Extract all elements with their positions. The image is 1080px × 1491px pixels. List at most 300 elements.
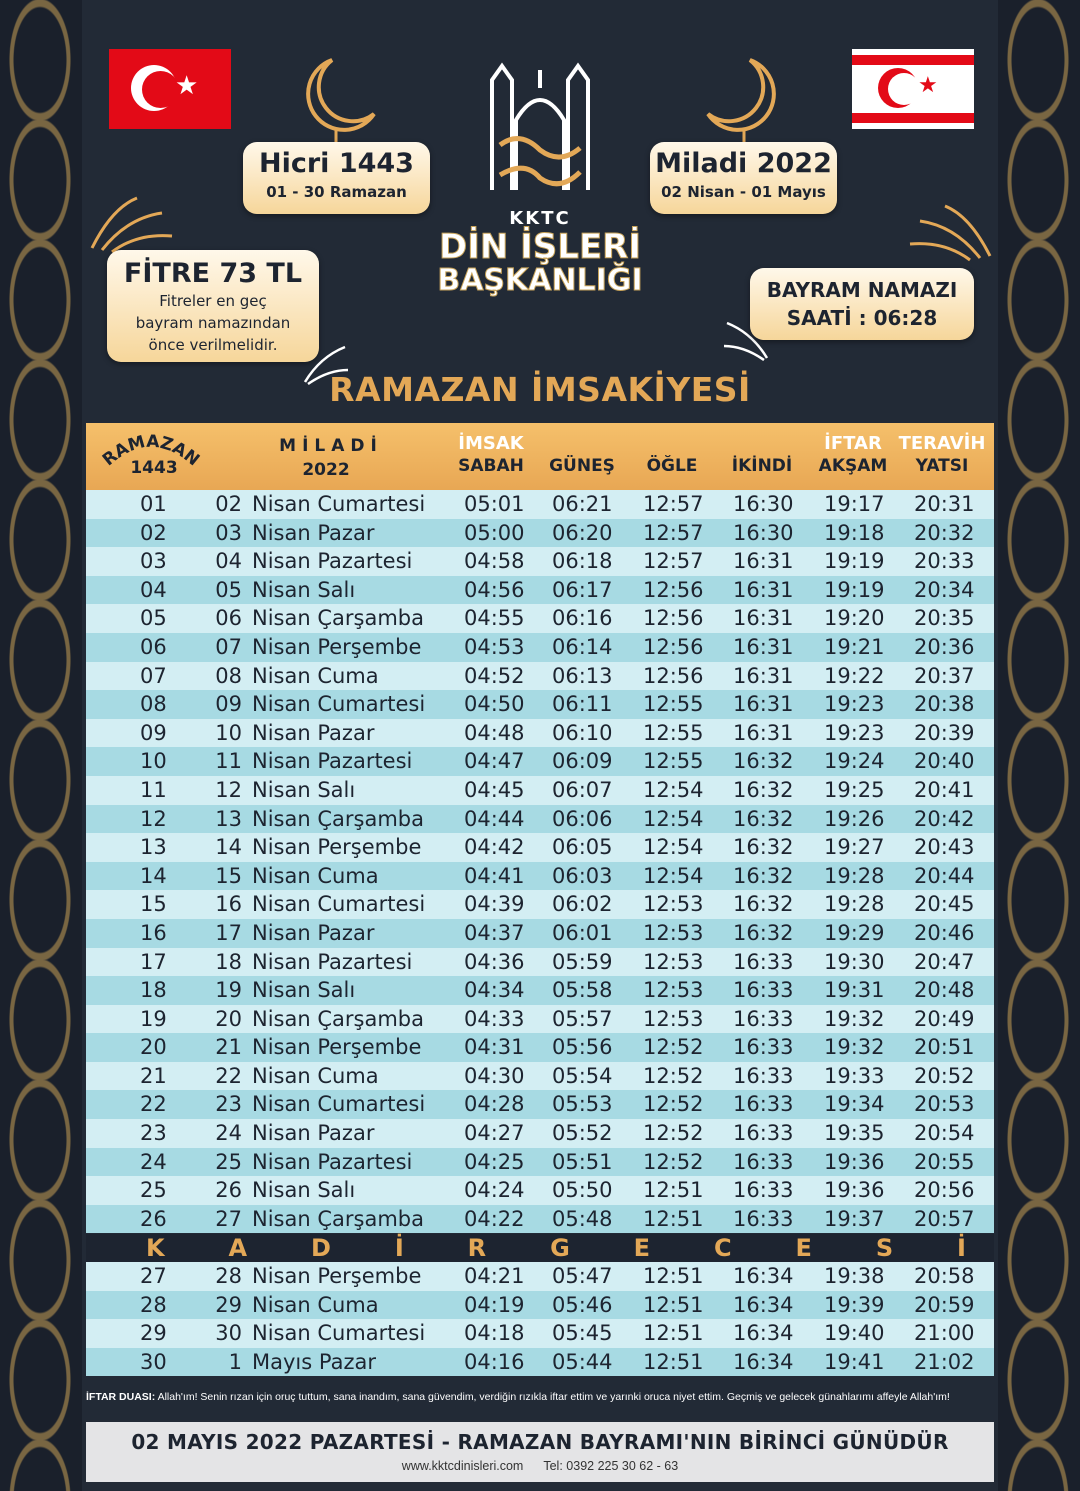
table-row xyxy=(86,1005,994,1034)
ogle-header: ÖĞLE xyxy=(646,456,698,476)
table-row xyxy=(86,919,994,948)
ikindi-time: 16:32 xyxy=(733,892,794,917)
iftar-time: 19:40 xyxy=(824,1321,885,1346)
yatsi-time: 20:59 xyxy=(914,1292,975,1317)
gregorian-month-weekday: Nisan Cuma xyxy=(252,663,379,688)
gregorian-day: 03 xyxy=(215,520,242,545)
yatsi-time: 20:48 xyxy=(914,978,975,1003)
imsak-time: 04:56 xyxy=(464,577,525,602)
gregorian-day: 05 xyxy=(215,577,242,602)
gregorian-month-weekday: Nisan Pazartesi xyxy=(252,549,413,574)
table-row xyxy=(86,719,994,748)
iftar-time: 19:26 xyxy=(824,806,885,831)
ramazan-day: 26 xyxy=(140,1206,167,1231)
gregorian-day: 18 xyxy=(215,949,242,974)
gregorian-month-weekday: Nisan Salı xyxy=(252,577,356,602)
gregorian-day: 02 xyxy=(215,492,242,516)
gunes-time: 06:16 xyxy=(552,606,613,631)
table-row xyxy=(86,890,994,919)
right-ornament-border xyxy=(998,0,1080,1491)
teravih-header-top: TERAVİH xyxy=(898,433,986,454)
gunes-time: 06:06 xyxy=(552,806,613,831)
ikindi-time: 16:32 xyxy=(733,749,794,774)
table-row xyxy=(86,1148,994,1177)
iftar-time: 19:41 xyxy=(824,1349,885,1374)
prayer-times-table-part2 xyxy=(86,1262,994,1376)
ikindi-time: 16:31 xyxy=(733,549,794,574)
gunes-time: 06:21 xyxy=(552,492,613,516)
imsak-time: 05:01 xyxy=(464,492,525,516)
iftar-time: 19:18 xyxy=(824,520,885,545)
gunes-header: GÜNEŞ xyxy=(549,456,615,476)
imsak-time: 04:52 xyxy=(464,663,525,688)
gregorian-month-weekday: Nisan Cumartesi xyxy=(252,692,426,717)
iftar-time: 19:28 xyxy=(824,892,885,917)
table-row xyxy=(86,948,994,977)
ogle-time: 12:52 xyxy=(643,1092,704,1117)
gregorian-month-weekday: Nisan Çarşamba xyxy=(252,1206,424,1231)
imsak-time: 04:34 xyxy=(464,978,525,1003)
ramazan-day: 21 xyxy=(140,1063,167,1088)
iftar-prayer-text xyxy=(86,1387,994,1407)
gregorian-day: 10 xyxy=(215,720,242,745)
gregorian-day: 07 xyxy=(215,634,242,659)
logo-line2: BAŞKANLIĞI xyxy=(437,263,643,298)
ikindi-time: 16:33 xyxy=(733,1206,794,1231)
iftar-time: 19:36 xyxy=(824,1178,885,1203)
fitre-note-line: Fitreler en geç xyxy=(159,292,267,310)
din-isleri-logo xyxy=(430,60,650,310)
gregorian-month-weekday: Nisan Cuma xyxy=(252,1063,379,1088)
yatsi-time: 20:34 xyxy=(914,577,975,602)
ramazan-day: 04 xyxy=(140,577,167,602)
gregorian-month-weekday: Nisan Cumartesi xyxy=(252,1092,426,1117)
gunes-time: 06:13 xyxy=(552,663,613,688)
ogle-time: 12:52 xyxy=(643,1035,704,1060)
imsak-time: 04:19 xyxy=(464,1292,525,1317)
left-ornament-border xyxy=(0,0,82,1491)
imsak-time: 04:24 xyxy=(464,1178,525,1203)
iftar-time: 19:33 xyxy=(824,1063,885,1088)
yatsi-time: 20:36 xyxy=(914,634,975,659)
imsak-time: 04:42 xyxy=(464,835,525,860)
gregorian-month-weekday: Nisan Salı xyxy=(252,1178,356,1203)
ogle-time: 12:54 xyxy=(643,863,704,888)
kadir-letter: G xyxy=(550,1234,570,1262)
gunes-time: 06:18 xyxy=(552,549,613,574)
ogle-time: 12:51 xyxy=(643,1264,704,1288)
ramazan-day: 16 xyxy=(140,920,167,945)
ramazan-day: 06 xyxy=(140,634,167,659)
iftar-time: 19:19 xyxy=(824,577,885,602)
gregorian-day: 09 xyxy=(215,692,242,717)
gunes-time: 06:03 xyxy=(552,863,613,888)
crescent-moon-icon xyxy=(700,52,790,147)
ramazan-day: 30 xyxy=(140,1349,167,1374)
imsak-time: 04:44 xyxy=(464,806,525,831)
gunes-time: 05:54 xyxy=(552,1063,613,1088)
gunes-time: 06:07 xyxy=(552,777,613,802)
gregorian-year-card xyxy=(650,142,837,214)
table-row xyxy=(86,1262,994,1291)
table-row xyxy=(86,633,994,662)
table-row xyxy=(86,1291,994,1320)
gregorian-month-weekday: Nisan Çarşamba xyxy=(252,606,424,631)
gregorian-day: 11 xyxy=(215,749,242,774)
ikindi-time: 16:31 xyxy=(733,634,794,659)
yatsi-time: 20:49 xyxy=(914,1006,975,1031)
ramazan-day: 28 xyxy=(140,1292,167,1317)
imsak-time: 04:28 xyxy=(464,1092,525,1117)
iftar-time: 19:19 xyxy=(824,549,885,574)
iftar-time: 19:38 xyxy=(824,1264,885,1288)
gregorian-month-weekday: Mayıs Pazar xyxy=(252,1349,376,1374)
ikindi-time: 16:33 xyxy=(733,1092,794,1117)
ikindi-time: 16:31 xyxy=(733,692,794,717)
ramazan-day: 18 xyxy=(140,978,167,1003)
iftar-time: 19:23 xyxy=(824,692,885,717)
phone-number: Tel: 0392 225 30 62 - 63 xyxy=(543,1459,679,1473)
gregorian-month-weekday: Nisan Perşembe xyxy=(252,835,422,860)
gunes-time: 05:53 xyxy=(552,1092,613,1117)
gregorian-year: Miladi 2022 xyxy=(655,148,832,179)
mosque-logo-icon xyxy=(430,60,650,208)
gregorian-month-weekday: Nisan Perşembe xyxy=(252,634,422,659)
gunes-time: 06:17 xyxy=(552,577,613,602)
ikindi-time: 16:34 xyxy=(733,1264,794,1288)
gunes-time: 05:51 xyxy=(552,1149,613,1174)
trnc-flag-icon: ★ xyxy=(852,49,974,129)
ikindi-time: 16:34 xyxy=(733,1321,794,1346)
gregorian-month-weekday: Nisan Pazar xyxy=(252,920,375,945)
table-row xyxy=(86,833,994,862)
ramazan-day: 11 xyxy=(140,777,167,802)
ogle-time: 12:54 xyxy=(643,806,704,831)
gregorian-day: 29 xyxy=(215,1292,242,1317)
hijri-range: 01 - 30 Ramazan xyxy=(266,183,407,201)
imsak-time: 04:18 xyxy=(464,1321,525,1346)
table-row xyxy=(86,1062,994,1091)
ogle-time: 12:51 xyxy=(643,1321,704,1346)
imsak-header-top: İMSAK xyxy=(458,433,524,454)
yatsi-time: 20:41 xyxy=(914,777,975,802)
table-row xyxy=(86,1033,994,1062)
gregorian-day: 16 xyxy=(215,892,242,917)
ramazan-day: 05 xyxy=(140,606,167,631)
yatsi-time: 20:33 xyxy=(914,549,975,574)
footer-contact xyxy=(86,1459,994,1473)
iftar-time: 19:39 xyxy=(824,1292,885,1317)
iftar-time: 19:23 xyxy=(824,720,885,745)
ramazan-day: 20 xyxy=(140,1035,167,1060)
feather-ornament-icon xyxy=(82,188,177,258)
gunes-time: 06:14 xyxy=(552,634,613,659)
table-row xyxy=(86,862,994,891)
hijri-year-card xyxy=(243,142,430,214)
ogle-time: 12:51 xyxy=(643,1292,704,1317)
table-header xyxy=(86,423,994,490)
imsak-time: 04:31 xyxy=(464,1035,525,1060)
iftar-time: 19:20 xyxy=(824,606,885,631)
gregorian-day: 28 xyxy=(215,1264,242,1288)
ramazan-day: 07 xyxy=(140,663,167,688)
gunes-time: 06:01 xyxy=(552,920,613,945)
ogle-time: 12:53 xyxy=(643,920,704,945)
ogle-time: 12:56 xyxy=(643,634,704,659)
ikindi-time: 16:32 xyxy=(733,806,794,831)
ramazan-day: 12 xyxy=(140,806,167,831)
kadir-letter: K xyxy=(146,1234,165,1262)
gregorian-day: 27 xyxy=(215,1206,242,1231)
table-row xyxy=(86,1119,994,1148)
imsak-time: 04:36 xyxy=(464,949,525,974)
ogle-time: 12:55 xyxy=(643,692,704,717)
ikindi-time: 16:30 xyxy=(733,492,794,516)
prayer-times-table xyxy=(86,490,994,1233)
ogle-time: 12:55 xyxy=(643,720,704,745)
ogle-time: 12:54 xyxy=(643,777,704,802)
gunes-time: 06:10 xyxy=(552,720,613,745)
table-row xyxy=(86,747,994,776)
ogle-time: 12:53 xyxy=(643,978,704,1003)
kadir-letter: C xyxy=(713,1234,732,1262)
gregorian-month-weekday: Nisan Cuma xyxy=(252,1292,379,1317)
ramazan-day: 17 xyxy=(140,949,167,974)
iftar-header-top: İFTAR xyxy=(824,433,882,454)
ikindi-time: 16:32 xyxy=(733,863,794,888)
yatsi-time: 20:58 xyxy=(914,1264,975,1288)
ikindi-time: 16:31 xyxy=(733,720,794,745)
gunes-time: 05:56 xyxy=(552,1035,613,1060)
gregorian-month-weekday: Nisan Pazar xyxy=(252,520,375,545)
ikindi-time: 16:33 xyxy=(733,1006,794,1031)
table-row xyxy=(86,976,994,1005)
ogle-time: 12:53 xyxy=(643,892,704,917)
logo-kktc: KKTC xyxy=(509,208,571,229)
kadir-letter: R xyxy=(467,1234,487,1262)
yatsi-time: 20:56 xyxy=(914,1178,975,1203)
ikindi-time: 16:32 xyxy=(733,920,794,945)
yatsi-time: 20:45 xyxy=(914,892,975,917)
hijri-year: Hicri 1443 xyxy=(259,148,414,179)
gregorian-day: 1 xyxy=(228,1349,242,1374)
table-row xyxy=(86,1205,994,1234)
kadir-letter: İ xyxy=(957,1234,966,1262)
yatsi-time: 20:51 xyxy=(914,1035,975,1060)
iftar-time: 19:34 xyxy=(824,1092,885,1117)
gunes-time: 05:48 xyxy=(552,1206,613,1231)
iftar-time: 19:28 xyxy=(824,863,885,888)
table-row xyxy=(86,662,994,691)
imsak-time: 04:33 xyxy=(464,1006,525,1031)
iftar-time: 19:36 xyxy=(824,1149,885,1174)
ramazan-day: 22 xyxy=(140,1092,167,1117)
ramazan-day: 01 xyxy=(140,492,167,516)
gregorian-day: 14 xyxy=(215,835,242,860)
gregorian-day: 12 xyxy=(215,777,242,802)
gregorian-month-weekday: Nisan Salı xyxy=(252,777,356,802)
eid-prayer-card xyxy=(750,268,974,340)
iftar-time: 19:32 xyxy=(824,1035,885,1060)
gregorian-month-weekday: Nisan Çarşamba xyxy=(252,806,424,831)
kadir-letter: İ xyxy=(394,1234,404,1262)
gunes-time: 05:46 xyxy=(552,1292,613,1317)
gregorian-day: 19 xyxy=(215,978,242,1003)
ikindi-time: 16:34 xyxy=(733,1349,794,1374)
imsak-time: 04:53 xyxy=(464,634,525,659)
imsak-time: 04:30 xyxy=(464,1063,525,1088)
eid-prayer-label: BAYRAM NAMAZI xyxy=(766,278,958,302)
iftar-time: 19:21 xyxy=(824,634,885,659)
fitre-note-line: bayram namazından xyxy=(135,314,291,332)
gunes-time: 06:11 xyxy=(552,692,613,717)
imsak-time: 04:47 xyxy=(464,749,525,774)
ramazan-day: 25 xyxy=(140,1178,167,1203)
yatsi-time: 20:57 xyxy=(914,1206,975,1231)
imsak-time: 04:55 xyxy=(464,606,525,631)
table-row xyxy=(86,690,994,719)
miladi-header-top: MİLADİ xyxy=(279,436,383,456)
ogle-time: 12:56 xyxy=(643,577,704,602)
yatsi-time: 21:02 xyxy=(914,1349,975,1374)
ikindi-time: 16:33 xyxy=(733,1063,794,1088)
ikindi-time: 16:33 xyxy=(733,1121,794,1146)
gunes-time: 05:59 xyxy=(552,949,613,974)
ogle-time: 12:55 xyxy=(643,749,704,774)
teravih-header-bottom: YATSI xyxy=(915,456,969,476)
gregorian-day: 06 xyxy=(215,606,242,631)
gregorian-month-weekday: Nisan Perşembe xyxy=(252,1264,422,1288)
ogle-time: 12:52 xyxy=(643,1121,704,1146)
yatsi-time: 20:35 xyxy=(914,606,975,631)
kadir-letter: D xyxy=(311,1234,331,1262)
page-title: RAMAZAN İMSAKİYESİ xyxy=(329,370,751,409)
gregorian-month-weekday: Nisan Cumartesi xyxy=(252,892,426,917)
ogle-time: 12:51 xyxy=(643,1178,704,1203)
gunes-time: 05:44 xyxy=(552,1349,613,1374)
iftar-time: 19:27 xyxy=(824,835,885,860)
kadir-letter: A xyxy=(228,1234,248,1262)
ramazan-day: 10 xyxy=(140,749,167,774)
iftar-time: 19:35 xyxy=(824,1121,885,1146)
fitre-card xyxy=(107,250,319,362)
table-row xyxy=(86,547,994,576)
table-row xyxy=(86,576,994,605)
ikindi-time: 16:34 xyxy=(733,1292,794,1317)
gunes-time: 05:47 xyxy=(552,1264,613,1288)
yatsi-time: 20:52 xyxy=(914,1063,975,1088)
gregorian-month-weekday: Nisan Pazar xyxy=(252,720,375,745)
website-link[interactable]: www.kktcdinisleri.com xyxy=(401,1459,524,1473)
yatsi-time: 21:00 xyxy=(914,1321,975,1346)
gregorian-day: 24 xyxy=(215,1121,242,1146)
yatsi-time: 20:37 xyxy=(914,663,975,688)
imsak-time: 04:45 xyxy=(464,777,525,802)
ikindi-header: İKİNDİ xyxy=(731,456,793,476)
gunes-time: 06:05 xyxy=(552,835,613,860)
yatsi-time: 20:53 xyxy=(914,1092,975,1117)
ramazan-day: 27 xyxy=(140,1264,167,1288)
table-row xyxy=(86,1319,994,1348)
gunes-time: 05:52 xyxy=(552,1121,613,1146)
ramazan-day: 23 xyxy=(140,1121,167,1146)
gregorian-month-weekday: Nisan Çarşamba xyxy=(252,1006,424,1031)
gregorian-day: 21 xyxy=(215,1035,242,1060)
ikindi-time: 16:33 xyxy=(733,1035,794,1060)
ogle-time: 12:54 xyxy=(643,835,704,860)
ikindi-time: 16:33 xyxy=(733,949,794,974)
yatsi-time: 20:40 xyxy=(914,749,975,774)
kadir-letter: S xyxy=(875,1234,894,1262)
imsak-time: 04:41 xyxy=(464,863,525,888)
ogle-time: 12:53 xyxy=(643,949,704,974)
iftar-time: 19:31 xyxy=(824,978,885,1003)
kadir-letter: E xyxy=(795,1234,812,1262)
yatsi-time: 20:46 xyxy=(914,920,975,945)
table-row xyxy=(86,1348,994,1377)
ogle-time: 12:56 xyxy=(643,606,704,631)
ogle-time: 12:51 xyxy=(643,1206,704,1231)
miladi-header-bottom: 2022 xyxy=(302,460,350,480)
yatsi-time: 20:42 xyxy=(914,806,975,831)
iftar-time: 19:32 xyxy=(824,1006,885,1031)
gunes-time: 06:20 xyxy=(552,520,613,545)
fitre-amount: FİTRE 73 TL xyxy=(123,258,303,289)
gregorian-day: 13 xyxy=(215,806,242,831)
ramazan-day: 02 xyxy=(140,520,167,545)
imsak-time: 04:37 xyxy=(464,920,525,945)
table-row xyxy=(86,805,994,834)
gregorian-day: 08 xyxy=(215,663,242,688)
ramazan-day: 15 xyxy=(140,892,167,917)
yatsi-time: 20:55 xyxy=(914,1149,975,1174)
ramazan-day: 08 xyxy=(140,692,167,717)
imsak-header-bottom: SABAH xyxy=(458,456,524,476)
yatsi-time: 20:43 xyxy=(914,835,975,860)
crescent-moon-icon xyxy=(292,52,382,147)
ikindi-time: 16:31 xyxy=(733,663,794,688)
ramazan-day: 09 xyxy=(140,720,167,745)
yatsi-time: 20:44 xyxy=(914,863,975,888)
iftar-time: 19:17 xyxy=(824,492,885,516)
imsak-time: 04:48 xyxy=(464,720,525,745)
ramazan-day: 29 xyxy=(140,1321,167,1346)
table-row xyxy=(86,519,994,548)
ogle-time: 12:57 xyxy=(643,492,704,516)
iftar-time: 19:25 xyxy=(824,777,885,802)
iftar-prayer-label: İFTAR DUASI: xyxy=(86,1391,156,1403)
gregorian-range: 02 Nisan - 01 Mayıs xyxy=(661,183,826,201)
ikindi-time: 16:31 xyxy=(733,606,794,631)
imsak-time: 04:58 xyxy=(464,549,525,574)
table-row xyxy=(86,1090,994,1119)
iftar-time: 19:37 xyxy=(824,1206,885,1231)
eid-prayer-time: SAATİ : 06:28 xyxy=(786,306,938,330)
imsak-time: 04:27 xyxy=(464,1121,525,1146)
ikindi-time: 16:33 xyxy=(733,1178,794,1203)
ikindi-time: 16:33 xyxy=(733,978,794,1003)
gregorian-day: 30 xyxy=(215,1321,242,1346)
imsak-time: 04:39 xyxy=(464,892,525,917)
ikindi-time: 16:32 xyxy=(733,835,794,860)
gunes-time: 05:50 xyxy=(552,1178,613,1203)
gregorian-day: 17 xyxy=(215,920,242,945)
ramazan-day: 03 xyxy=(140,549,167,574)
table-row xyxy=(86,776,994,805)
ogle-time: 12:51 xyxy=(643,1349,704,1374)
iftar-time: 19:29 xyxy=(824,920,885,945)
table-row xyxy=(86,490,994,519)
